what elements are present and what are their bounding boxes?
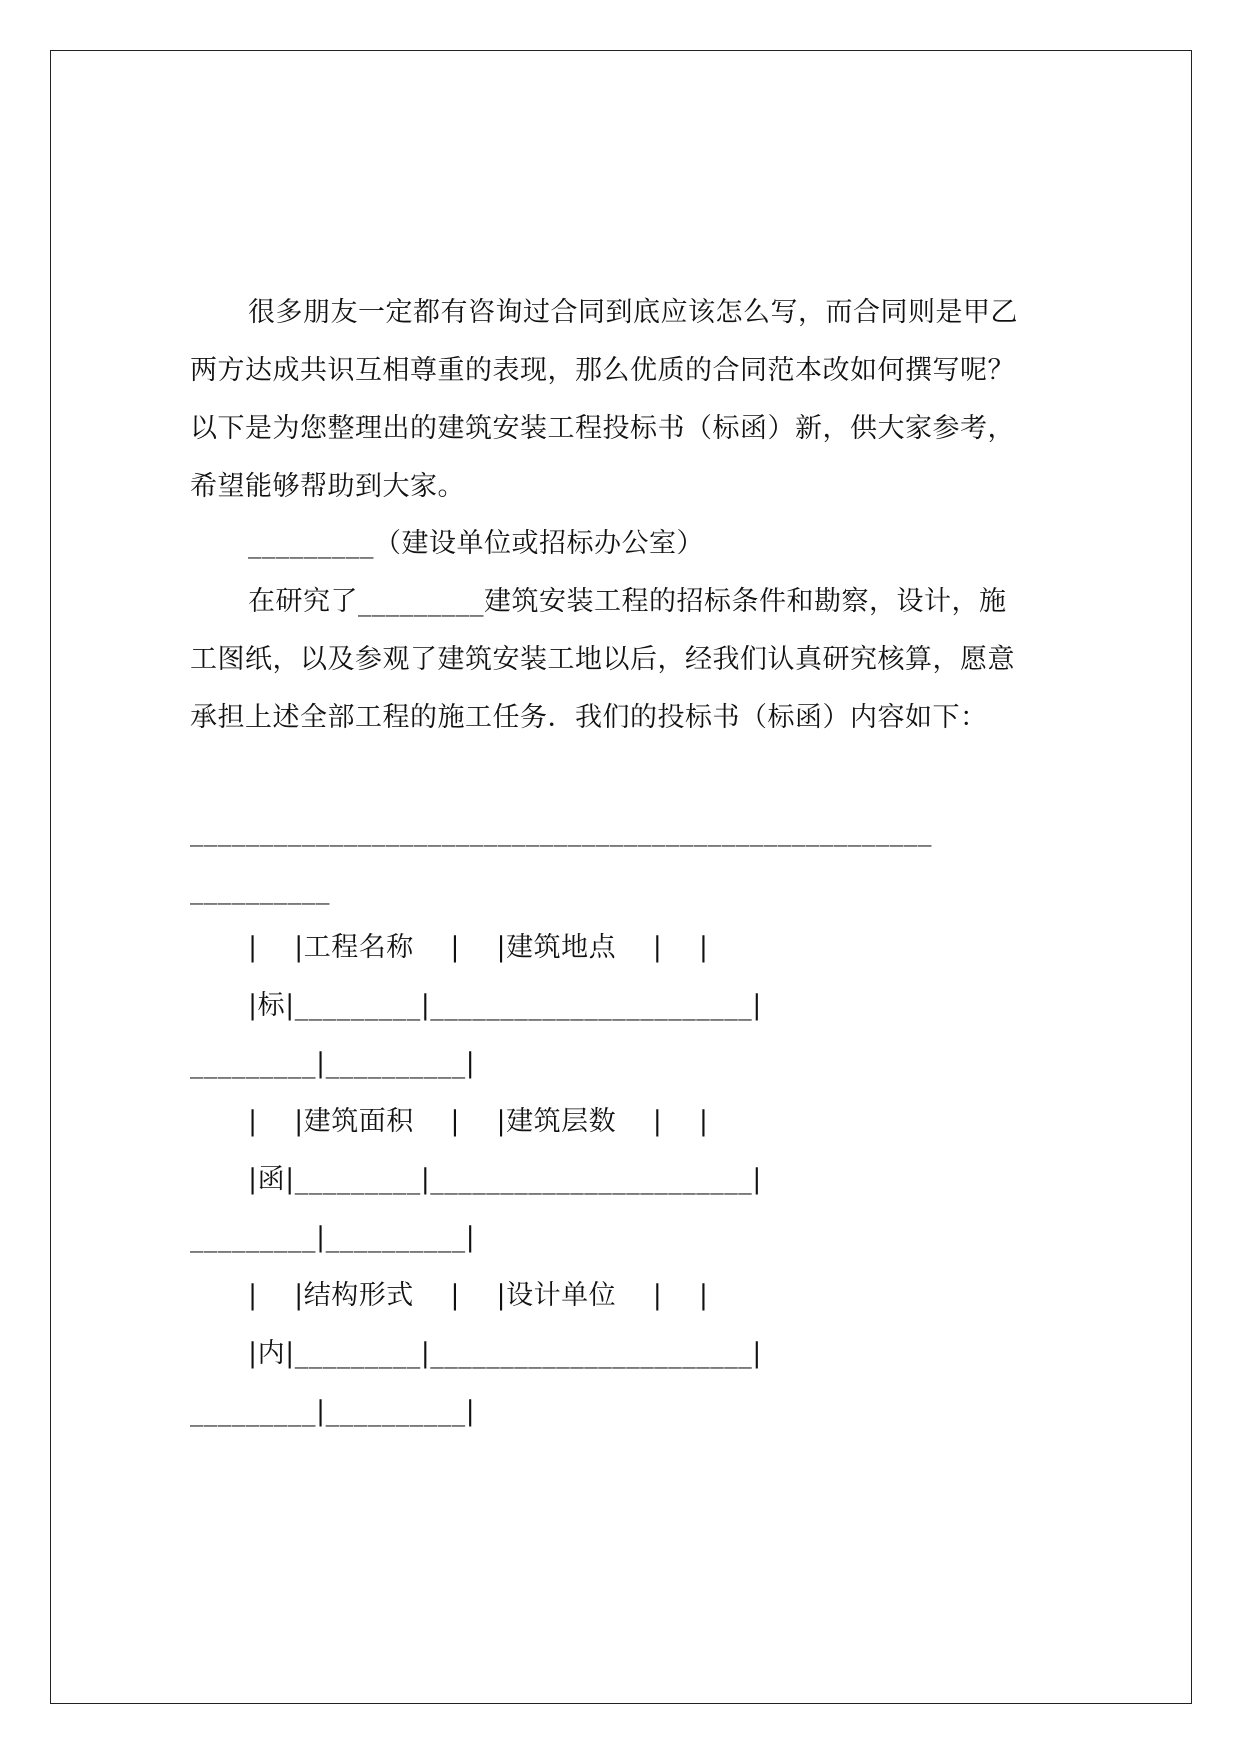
addressee-line: _________（建设单位或招标办公室） [248, 528, 704, 559]
table-line-5: |函|_________|_______________________| [248, 1164, 762, 1195]
table-line-7: | |结构形式 | |设计单位 | | [248, 1280, 709, 1311]
intro-line-2: 两方达成共识互相尊重的表现，那么优质的合同范本改如何撰写呢？ [190, 355, 1015, 386]
separator-line-1: _____________________________________________________ [190, 816, 932, 847]
body-line-1: 在研究了_________建筑安装工程的招标条件和勘察，设计，施 [248, 586, 1007, 617]
intro-line-3: 以下是为您整理出的建筑安装工程投标书（标函）新，供大家参考， [190, 413, 1015, 444]
table-line-6: _________|__________| [190, 1222, 476, 1253]
intro-line-1: 很多朋友一定都有咨询过合同到底应该怎么写，而合同则是甲乙 [248, 297, 1018, 328]
table-line-8: |内|_________|_______________________| [248, 1338, 762, 1369]
separator-line-2: __________ [190, 874, 330, 905]
body-line-3: 承担上述全部工程的施工任务．我们的投标书（标函）内容如下： [190, 702, 988, 733]
table-line-4: | |建筑面积 | |建筑层数 | | [248, 1106, 709, 1137]
table-line-1: | |工程名称 | |建筑地点 | | [248, 932, 709, 963]
table-line-9: _________|__________| [190, 1396, 476, 1427]
table-line-2: |标|_________|_______________________| [248, 990, 762, 1021]
table-line-3: _________|__________| [190, 1048, 476, 1079]
body-line-2: 工图纸，以及参观了建筑安装工地以后，经我们认真研究核算，愿意 [190, 644, 1015, 675]
intro-line-4: 希望能够帮助到大家。 [190, 471, 465, 502]
